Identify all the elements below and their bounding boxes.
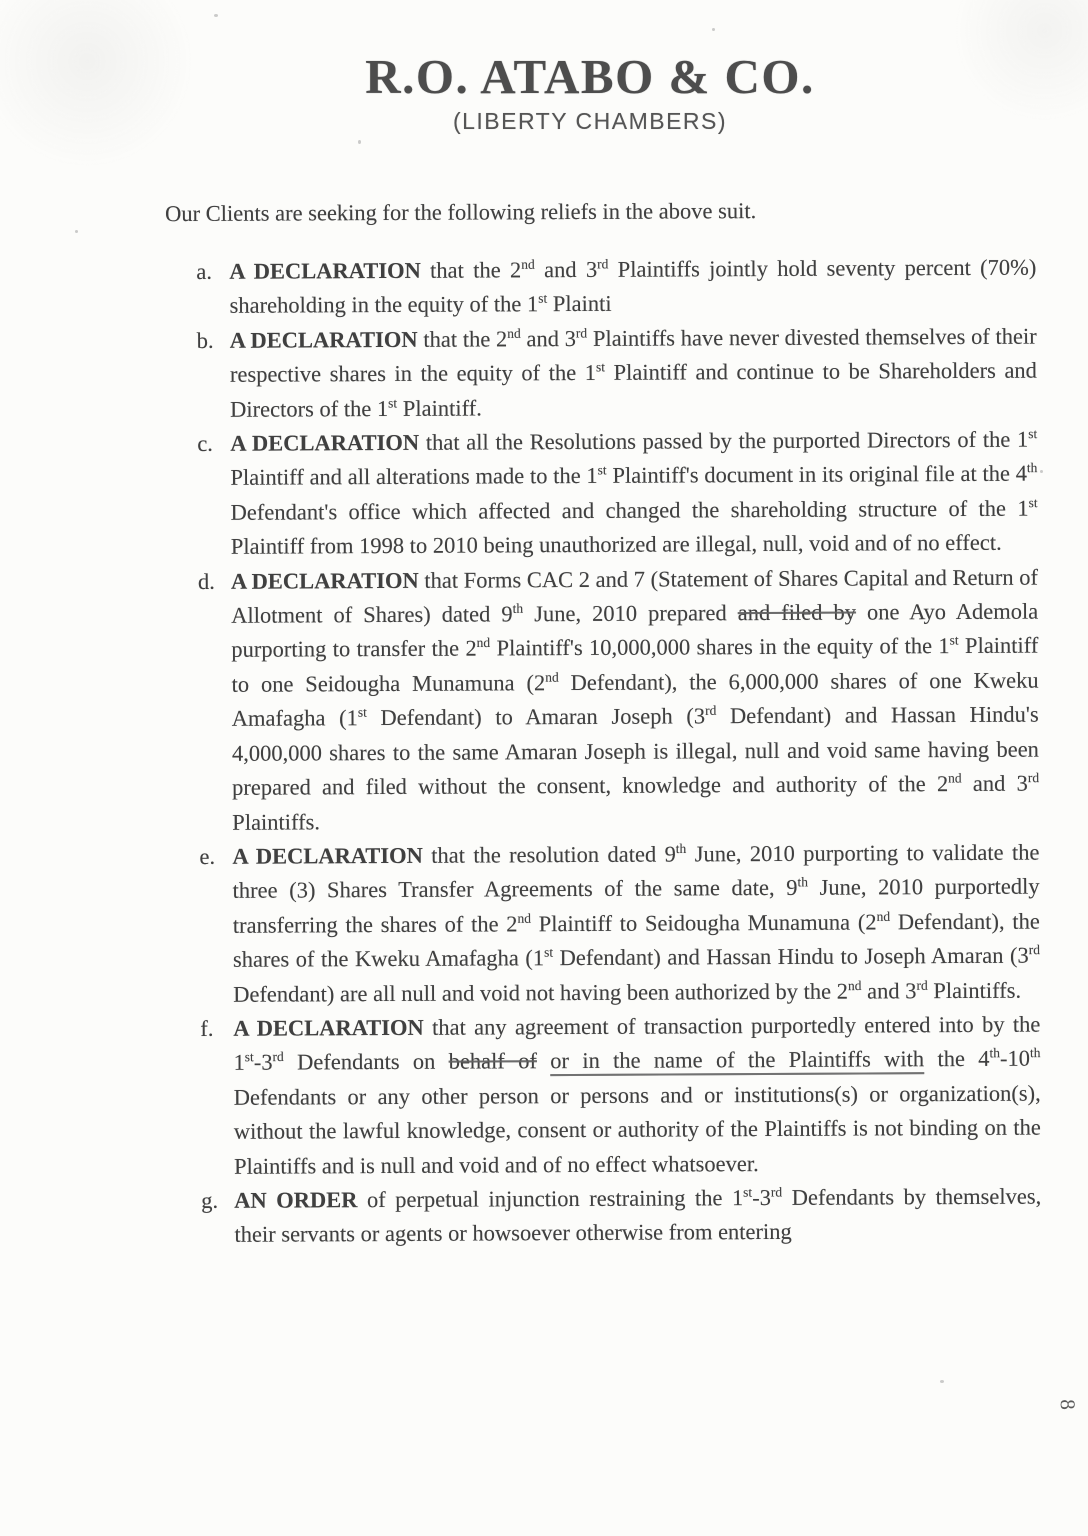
scan-speckle bbox=[940, 1380, 944, 1383]
relief-label: b. bbox=[196, 327, 214, 353]
relief-text: A DECLARATION that the 2nd and 3rd Plaintiffs jointly hold seventy percent (70%) shareholding in the equity of the 1st Plainti bbox=[229, 254, 1037, 319]
relief-item-a bbox=[196, 251, 1036, 324]
intro-paragraph: Our Clients are seeking for the following reliefs in the above suit. bbox=[165, 198, 757, 227]
relief-label: a. bbox=[196, 258, 213, 284]
relief-label: e. bbox=[199, 843, 216, 869]
relief-item-d bbox=[198, 560, 1039, 840]
scan-speckle bbox=[358, 140, 361, 144]
letterhead bbox=[46, 0, 1088, 135]
relief-text: A DECLARATION that all the Resolutions passed by the purported Directors of the 1st Plaintiff and all alterations made to the 1st Plaintiff's document in its original file at the 4th Defendant's office which affected and changed the shareholding structure of the 1st Plaintiff from 1998 to 2010 being unauthorized are illegal, null, void and of no effect. bbox=[230, 426, 1038, 560]
relief-text: A DECLARATION that Forms CAC 2 and 7 (Statement of Shares Capital and Return of Allotment of Shares) dated 9th June, 2010 prepared and filed by one Ayo Ademola purporting to transfer the 2nd Plaintiff's 10,000,000 shares in the equity of the 1st Plaintiff to one Seidougha Munamuna (2nd Defendant), the 6,000,000 shares of one Kweku Amafagha (1st Defendant) to Amaran Joseph (3rd Defendant) and Hassan Hindu's 4,000,000 shares to the same Amaran Joseph is illegal, null and void same having been prepared and filed without the consent, knowledge and authority of the 2nd and 3rd Plaintiffs. bbox=[230, 564, 1040, 835]
firm-name: R.O. ATABO & CO. bbox=[365, 49, 815, 104]
reliefs-list bbox=[196, 251, 1041, 1253]
letter-body bbox=[0, 193, 1088, 1253]
relief-text: A DECLARATION that the resolution dated 9th June, 2010 purporting to validate the three (3) Shares Transfer Agreements of the same date, 9th June, 2010 purportedly transferring the shares of the 2nd Plaintiff to Seidougha Munamuna (2nd Defendant), the shares of the Kweku Amafagha (1st Defendant) and Hassan Hindu to Joseph Amaran (3rd Defendant) are all null and void not having been authorized by the 2nd and 3rd Plaintiffs. bbox=[232, 839, 1040, 1007]
relief-text: AN ORDER of perpetual injunction restraining the 1st-3rd Defendants by themselves, their servants or agents or howsoever otherwise from entering bbox=[234, 1183, 1042, 1248]
relief-item-f bbox=[200, 1008, 1041, 1184]
page-number: 8 bbox=[1055, 1398, 1080, 1411]
relief-item-e bbox=[199, 835, 1040, 1011]
relief-label: g. bbox=[201, 1187, 219, 1213]
relief-label: f. bbox=[200, 1015, 214, 1041]
relief-item-c bbox=[197, 423, 1038, 565]
relief-item-b bbox=[197, 319, 1038, 427]
relief-text: A DECLARATION that any agreement of transaction purportedly entered into by the 1st-3rd Defendants on behalf of or in the name of the Plaintiffs with the 4th-10th Defendants or any other person or persons and or institutions(s) or organization(s), without the lawful knowledge, consent or authority of the Plaintiffs is not binding on the Plaintiffs and is null and void and of no effect whatsoever. bbox=[233, 1011, 1041, 1179]
relief-label: c. bbox=[197, 430, 213, 457]
relief-label: d. bbox=[197, 568, 215, 594]
firm-subtitle: (LIBERTY CHAMBERS) bbox=[452, 108, 728, 134]
relief-text: A DECLARATION that the 2nd and 3rd Plaintiffs have never divested themselves of their respective shares in the equity of the 1st Plaintiff and continue to be Shareholders and Directors of the 1st Plaintiff. bbox=[229, 323, 1037, 422]
relief-item-g bbox=[201, 1180, 1041, 1253]
